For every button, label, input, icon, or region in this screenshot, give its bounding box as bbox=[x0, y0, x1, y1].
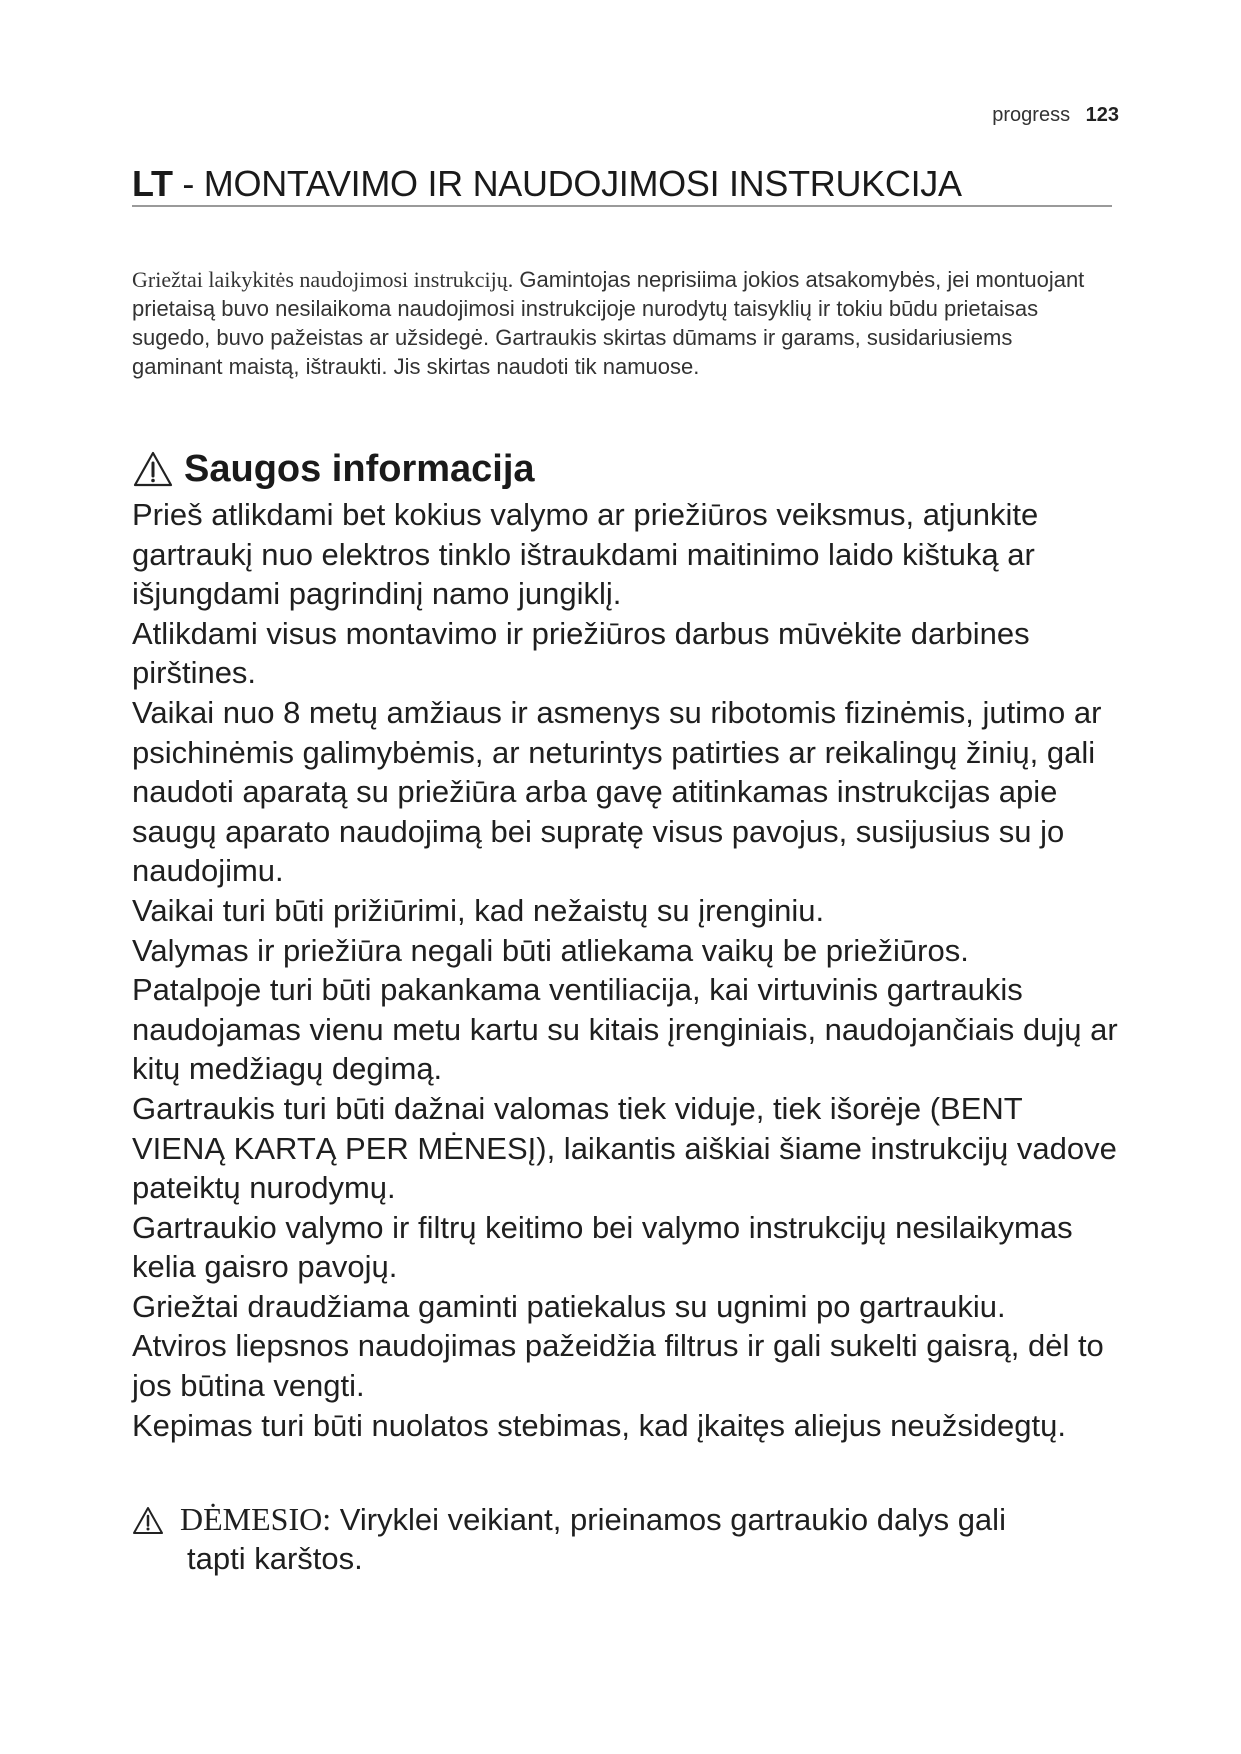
page-header bbox=[992, 103, 1119, 127]
safety-paragraph: Atlikdami visus montavimo ir priežiūros darbus mūvėkite darbines pirštines. bbox=[132, 615, 1030, 691]
attention-text: Viryklei veikiant, prieinamos gartraukio dalys gali bbox=[331, 1502, 1006, 1537]
brand-label: progress bbox=[992, 104, 1071, 126]
safety-paragraph: Vaikai nuo 8 metų amžiaus ir asmenys su ribotomis fizinėmis, jutimo ar psichinėmis galimybėmis, ar neturintys patirties ar reikalingų žinių, gali naudoti aparatą su priežiūra arba gavę atitinkamas instrukcijas apie saugų aparato naudojimą bei supratę visus pavojus, susijusius su jo naudojimu. bbox=[132, 694, 1102, 889]
safety-paragraph: Prieš atlikdami bet kokius valymo ar priežiūros veiksmus, atjunkite gartraukį nuo elektros tinklo ištraukdami maitinimo laido kištuką ar išjungdami pagrindinį namo jungiklį. bbox=[132, 497, 1039, 612]
safety-heading bbox=[132, 447, 535, 491]
title-divider bbox=[132, 205, 1112, 207]
safety-paragraph: Gartraukio valymo ir filtrų keitimo bei valymo instrukcijų nesilaikymas kelia gaisro pavojų. bbox=[132, 1209, 1073, 1285]
page-number: 123 bbox=[1085, 104, 1119, 126]
intro-text: Gamintojas neprisiima jokios atsakomybės, jei montuojant prietaisą buvo nesilaikoma naudojimosi instrukcijoje nurodytų taisyklių ir tokiu būdu prietaisas sugedo, buvo pažeistas ar užsidegė. Gartraukis skirtas dūmams ir garams, susidariusiems gaminant maistą, ištraukti. Jis skirtas naudoti tik namuose. bbox=[132, 267, 1085, 379]
language-code: LT bbox=[132, 163, 173, 204]
warning-triangle-icon bbox=[132, 450, 174, 488]
safety-body bbox=[132, 495, 1122, 1445]
attention-label: DĖMESIO: bbox=[180, 1501, 332, 1537]
attention-note bbox=[132, 1500, 1092, 1578]
safety-paragraph: Gartraukis turi būti dažnai valomas tiek viduje, tiek išorėje (BENT VIENĄ KARTĄ PER MĖNESĮ), laikantis aiškiai šiame instrukcijų vadove pateiktų nurodymų. bbox=[132, 1090, 1117, 1206]
safety-paragraph: Valymas ir priežiūra negali būti atliekama vaikų be priežiūros. bbox=[132, 932, 969, 968]
document-title bbox=[132, 162, 1112, 206]
safety-paragraph: Griežtai draudžiama gaminti patiekalus su ugnimi po gartraukiu. bbox=[132, 1288, 1006, 1324]
intro-paragraph bbox=[132, 265, 1092, 381]
warning-triangle-icon bbox=[132, 1506, 164, 1536]
safety-heading-text: Saugos informacija bbox=[184, 448, 535, 490]
title-text: - MONTAVIMO IR NAUDOJIMOSI INSTRUKCIJA bbox=[172, 163, 962, 204]
safety-paragraph: Patalpoje turi būti pakankama ventiliacija, kai virtuvinis gartraukis naudojamas vienu metu kartu su kitais įrenginiais, naudojančiais dujų ar kitų medžiagų degimą. bbox=[132, 972, 1118, 1087]
safety-paragraph: Atviros liepsnos naudojimas pažeidžia filtrus ir gali sukelti gaisrą, dėl to jos būtina vengti. bbox=[132, 1328, 1104, 1404]
safety-paragraph: Kepimas turi būti nuolatos stebimas, kad įkaitęs aliejus neužsidegtų. bbox=[132, 1407, 1066, 1443]
intro-lead: Griežtai laikykitės naudojimosi instrukcijų. bbox=[132, 267, 514, 292]
safety-paragraph: Vaikai turi būti prižiūrimi, kad nežaistų su įrenginiu. bbox=[132, 892, 825, 928]
attention-text-continued: tapti karštos. bbox=[187, 1541, 363, 1576]
